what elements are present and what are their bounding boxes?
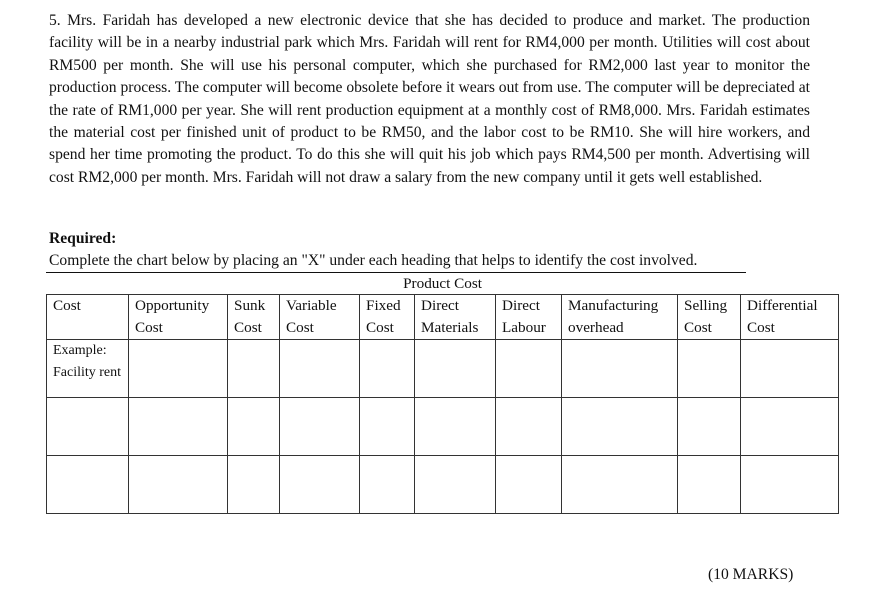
answer-cell[interactable] [496, 340, 562, 398]
answer-cell[interactable] [280, 456, 360, 514]
answer-cell[interactable] [360, 398, 415, 456]
column-header-line: Direct [502, 297, 540, 314]
answer-cell[interactable] [228, 456, 280, 514]
column-header-line: Cost [286, 319, 314, 336]
answer-cell[interactable] [496, 398, 562, 456]
answer-cell[interactable] [496, 456, 562, 514]
answer-cell[interactable] [415, 340, 496, 398]
column-header-sunk-cost [228, 295, 280, 340]
answer-cell[interactable] [228, 398, 280, 456]
answer-cell[interactable] [280, 398, 360, 456]
column-header-line: Cost [684, 319, 712, 336]
column-header-line: Differential [747, 297, 818, 314]
answer-cell[interactable] [415, 456, 496, 514]
marks-label: (10 MARKS) [708, 566, 794, 583]
column-header-differential-cost [741, 295, 839, 340]
column-header-direct-labour [496, 295, 562, 340]
column-header-variable-cost [280, 295, 360, 340]
answer-cell[interactable] [129, 340, 228, 398]
answer-cell[interactable] [678, 340, 741, 398]
answer-cell[interactable] [741, 456, 839, 514]
column-header-manufacturing-overhead [562, 295, 678, 340]
answer-cell[interactable] [678, 456, 741, 514]
answer-cell[interactable] [228, 340, 280, 398]
row-cost-label[interactable] [47, 456, 129, 514]
question-text: 5. Mrs. Faridah has developed a new electronic device that she has decided to produce and market. The production facility will be in a nearby industrial park which Mrs. Faridah will rent for RM4,000 per month. Utilities will cost about RM500 per month. She will use his personal computer, which she purchased for RM2,000 last year to monitor the production process. The computer will become obsolete before it wears out from use. The computer will be depreciated at the rate of RM1,000 per year. She will rent production equipment at a monthly cost of RM8,000. Mrs. Faridah estimates the material cost per finished unit of product to be RM50, and the labor cost to be RM10. She will hire workers, and spend her time promoting the product. To do this she will quit his job which pays RM4,500 per month. Advertising will cost RM2,000 per month. Mrs. Faridah will not draw a salary from the new company until it gets well established. [49, 12, 810, 186]
table-row [47, 398, 839, 456]
answer-cell[interactable] [360, 456, 415, 514]
column-header-fixed-cost [360, 295, 415, 340]
answer-cell[interactable] [562, 398, 678, 456]
instruction-text: Complete the chart below by placing an "X" under each heading that helps to identify the cost involved. [49, 252, 698, 269]
column-header-direct-materials [415, 295, 496, 340]
table-row [47, 340, 839, 398]
column-header-line: Fixed [366, 297, 401, 314]
product-cost-header: Product Cost [47, 274, 839, 295]
column-header-line: Cost [234, 319, 262, 336]
answer-cell[interactable] [741, 398, 839, 456]
row-cost-label: Example: Facility rent [47, 340, 129, 398]
instruction-underline [46, 272, 746, 273]
column-header-line: Variable [286, 297, 337, 314]
column-header-cost [47, 295, 129, 340]
column-header-line: Cost [747, 319, 775, 336]
column-header-line: Opportunity [135, 297, 210, 314]
answer-cell[interactable] [562, 456, 678, 514]
answer-cell[interactable] [129, 456, 228, 514]
column-header-line: Cost [366, 319, 394, 336]
column-header-line: Materials [421, 319, 479, 336]
column-header-line: Labour [502, 319, 546, 336]
column-header-line: Cost [135, 319, 163, 336]
column-header-opportunity-cost [129, 295, 228, 340]
row-cost-label[interactable] [47, 398, 129, 456]
group-header-row [47, 274, 839, 295]
column-header-line: Manufacturing [568, 297, 659, 314]
answer-cell[interactable] [415, 398, 496, 456]
column-header-selling-cost [678, 295, 741, 340]
answer-cell[interactable] [678, 398, 741, 456]
column-header-line: Selling [684, 297, 728, 314]
column-header-row [47, 295, 839, 340]
column-header-line: Sunk [234, 297, 266, 314]
answer-cell[interactable] [360, 340, 415, 398]
column-header-line: overhead [568, 319, 624, 336]
column-header-line: Direct [421, 297, 459, 314]
answer-cell[interactable] [741, 340, 839, 398]
answer-cell[interactable] [129, 398, 228, 456]
answer-cell[interactable] [562, 340, 678, 398]
column-header-line: Cost [53, 297, 81, 314]
answer-cell[interactable] [280, 340, 360, 398]
required-heading: Required: [49, 230, 117, 247]
table-row [47, 456, 839, 514]
cost-classification-table [46, 274, 839, 514]
